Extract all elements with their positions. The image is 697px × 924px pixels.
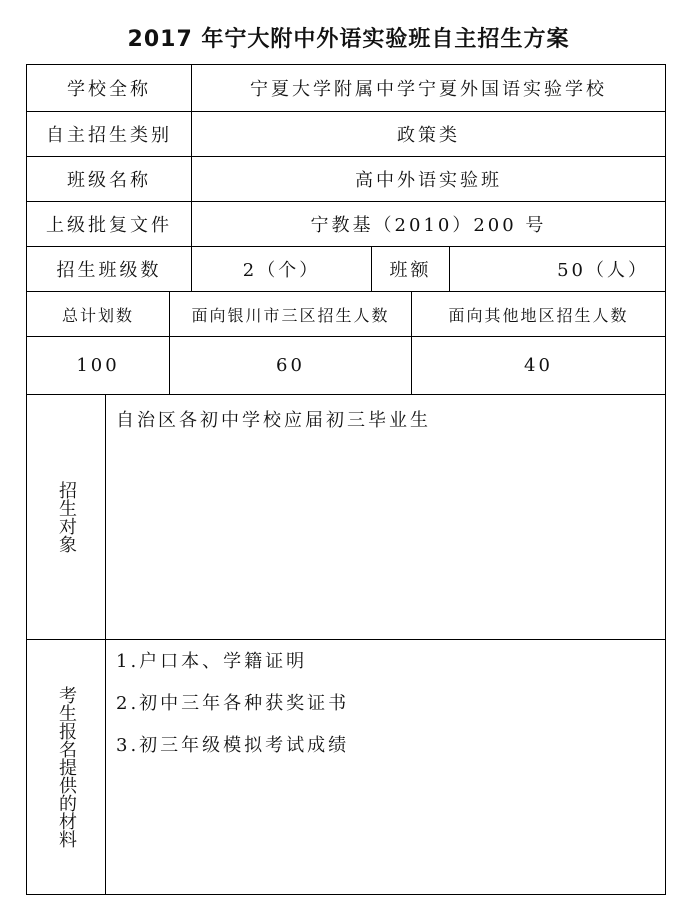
plan-other-label: 面向其他地区招生人数: [411, 291, 666, 337]
materials-item: 2.初中三年各种获奖证书: [116, 693, 350, 714]
class-label: 班级名称: [26, 156, 192, 202]
materials-item: 1.户口本、学籍证明: [116, 651, 308, 672]
materials-item: 3.初三年级模拟考试成绩: [116, 735, 350, 756]
class-count-value: 2（个）: [191, 246, 372, 292]
materials-label: 考生报名提供的材料: [56, 686, 77, 848]
school-label: 学校全称: [26, 64, 192, 112]
target-label: 招生对象: [56, 481, 77, 553]
class-value: 高中外语实验班: [191, 156, 666, 202]
plan-other-value: 40: [411, 336, 666, 395]
plan-yinchuan-label: 面向银川市三区招生人数: [169, 291, 412, 337]
category-value: 政策类: [191, 111, 666, 157]
target-label-cell: [26, 394, 106, 640]
page-title: 2017 年宁大附中外语实验班自主招生方案: [127, 27, 570, 52]
approval-value: 宁教基（2010）200 号: [191, 201, 666, 247]
class-count-label: 招生班级数: [26, 246, 192, 292]
plan-total-value: 100: [26, 336, 170, 395]
plan-yinchuan-value: 60: [169, 336, 412, 395]
materials-label-cell: [26, 639, 106, 895]
target-text: 自治区各初中学校应届初三毕业生: [116, 410, 431, 431]
category-label: 自主招生类别: [26, 111, 192, 157]
quota-label: 班额: [371, 246, 450, 292]
target-content-cell: [105, 394, 666, 640]
plan-total-label: 总计划数: [26, 291, 170, 337]
approval-label: 上级批复文件: [26, 201, 192, 247]
quota-value: 50（人）: [449, 246, 666, 292]
materials-content-cell: [105, 639, 666, 895]
school-name: 宁夏大学附属中学宁夏外国语实验学校: [191, 64, 666, 112]
